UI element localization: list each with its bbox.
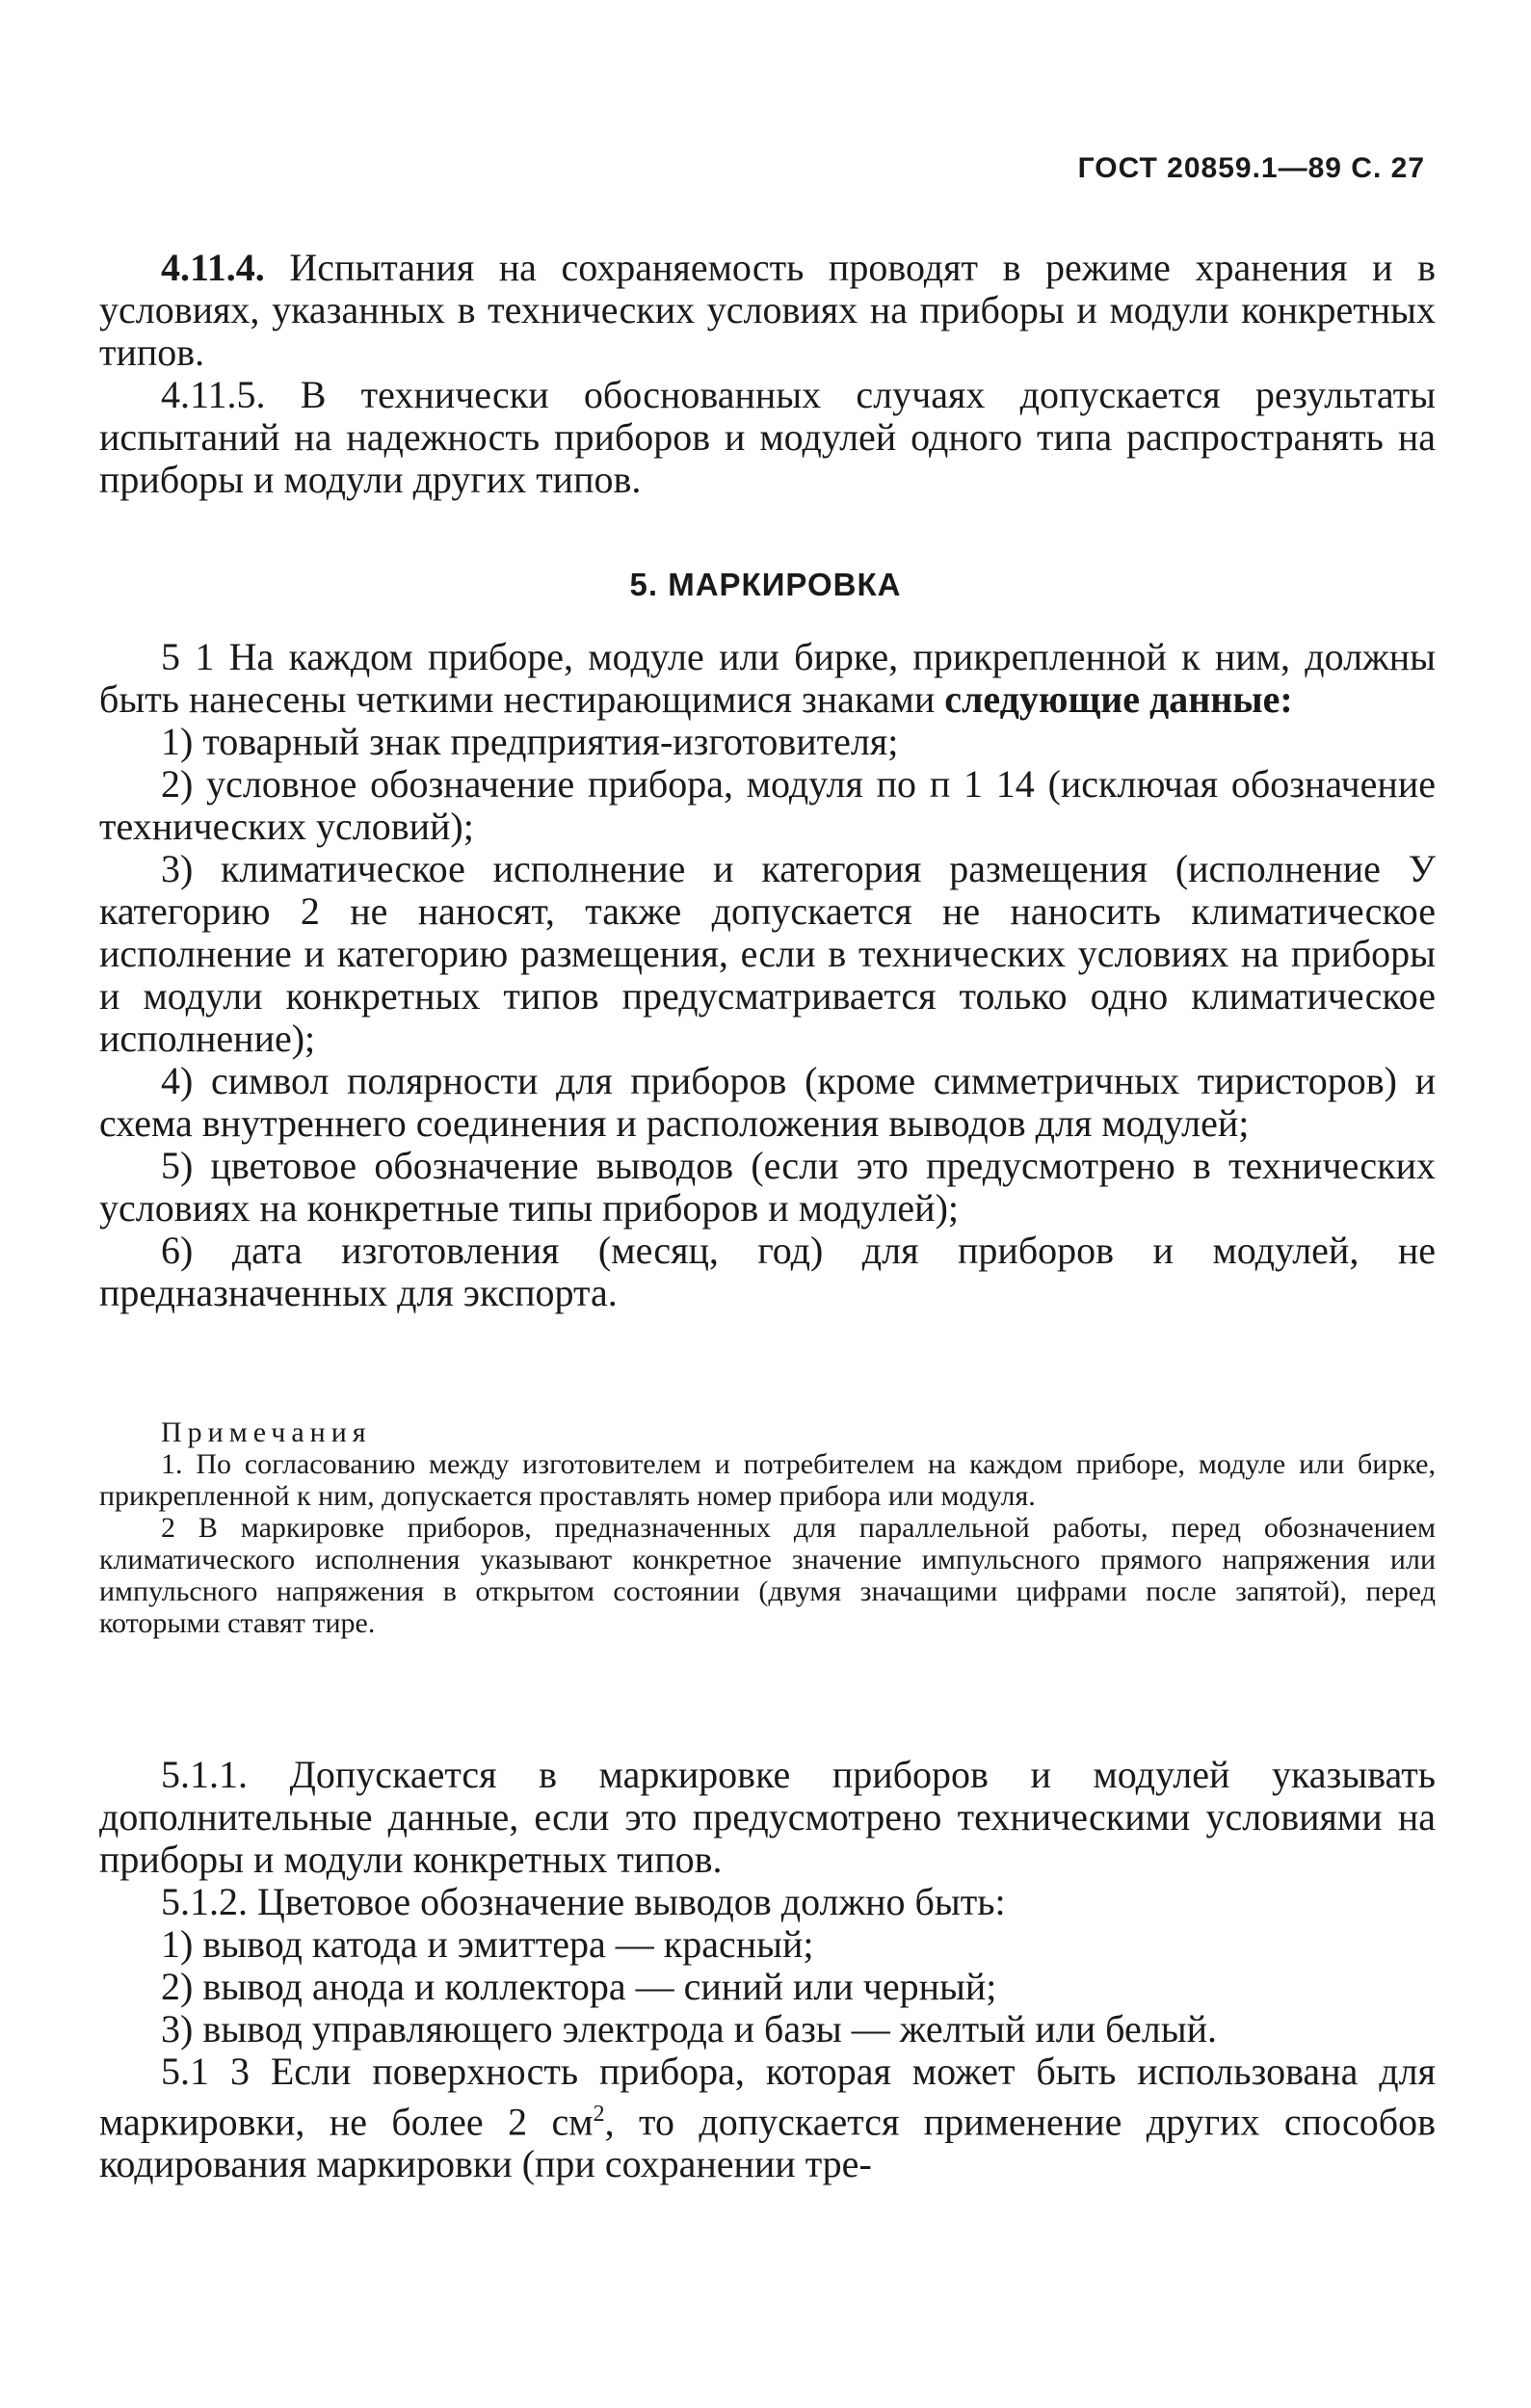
notes-label: Примечания [161, 1416, 372, 1448]
superscript-2: 2 [593, 2102, 605, 2127]
note-item: 1. По согласованию между изготовителем и потребителем на каждом приборе, модуле или бирке, прикрепленной к ним, допускается проставлять номер прибора или модуля. [99, 1448, 1436, 1512]
paragraph-5-1-1: 5.1.1. Допускается в маркировке приборов и модулей указывать дополнительные данные, если это предусмотрено техническими условиями на приборы и модули конкретных типов. [99, 1753, 1436, 1881]
section-4-block [99, 247, 1436, 501]
color-item: 2) вывод анода и коллектора — синий или черный; [161, 1965, 997, 2008]
paragraph-4-11-4 [99, 247, 1436, 374]
paragraph-5-1-3 [99, 2051, 1436, 2185]
clause-text-5-1-3-a: 5.1 3 Если поверхность прибора, которая может быть использована для маркировки, не более 2 см [99, 2050, 1436, 2144]
list-item: 6) дата изготовления (месяц, год) для приборов и модулей, не предназначенных для экспорта. [99, 1229, 1436, 1314]
list-item: 3) климатическое исполнение и категория размещения (исполнение У категорию 2 не наносят, также допускается не наносить климатическое исполнение и категорию размещения, если в технических условиях на приборы и модули конкретных типов предусматривается только одно климатическое исполнение); [99, 847, 1436, 1060]
page-header: ГОСТ 20859.1—89 С. 27 [1077, 152, 1425, 184]
clause-number-4-11-4: 4.11.4. [161, 246, 265, 289]
list-item: 1) товарный знак предприятия-изготовителя; [161, 720, 899, 763]
paragraph-5-1-2: 5.1.2. Цветовое обозначение выводов должно быть: [161, 1880, 1006, 1923]
list-item: 5) цветовое обозначение выводов (если это предусмотрено в технических условиях на конкретные типы приборов и модулей); [99, 1144, 1436, 1230]
section-5-1-1-block [99, 1754, 1436, 2185]
color-item: 1) вывод катода и эмиттера — красный; [161, 1922, 814, 1966]
list-item: 4) символ полярности для приборов (кроме симметричных тиристоров) и схема внутреннего соединения и расположения выводов для модулей; [99, 1059, 1436, 1145]
clause-text-5-1-bold: следующие данные: [944, 677, 1293, 721]
color-item: 3) вывод управляющего электрода и базы — желтый или белый. [161, 2007, 1217, 2051]
section-5-block [99, 636, 1436, 1314]
paragraph-5-1 [99, 636, 1436, 721]
paragraph-4-11-5: 4.11.5. В технически обоснованных случаях допускается результаты испытаний на надежность приборов и модулей одного типа распространять на приборы и модули других типов. [99, 373, 1436, 501]
list-item: 2) условное обозначение прибора, модуля по п 1 14 (исключая обозначение технических условий); [99, 762, 1436, 848]
note-item: 2 В маркировке приборов, предназначенных для параллельной работы, перед обозначением климатического исполнения указывают конкретное значение импульсного прямого напряжения или импульсного напряжения в открытом состоянии (двумя значащими цифрами после запятой), перед которыми ставят тире. [99, 1512, 1436, 1639]
clause-text-5-1-3-b: , то допускается применение других способов кодирования маркировки (при сохранении тре- [99, 2100, 1436, 2186]
notes-block [99, 1416, 1436, 1639]
clause-text-4-11-4: Испытания на сохраняемость проводят в режиме хранения и в условиях, указанных в технических условиях на приборы и модули конкретных типов. [99, 246, 1436, 374]
clause-text-5-1: 5 1 На каждом приборе, модуле или бирке, прикрепленной к ним, должны быть нанесены четкими нестирающимися знаками [99, 635, 1436, 721]
section-title-marking: 5. МАРКИРОВКА [629, 567, 902, 602]
